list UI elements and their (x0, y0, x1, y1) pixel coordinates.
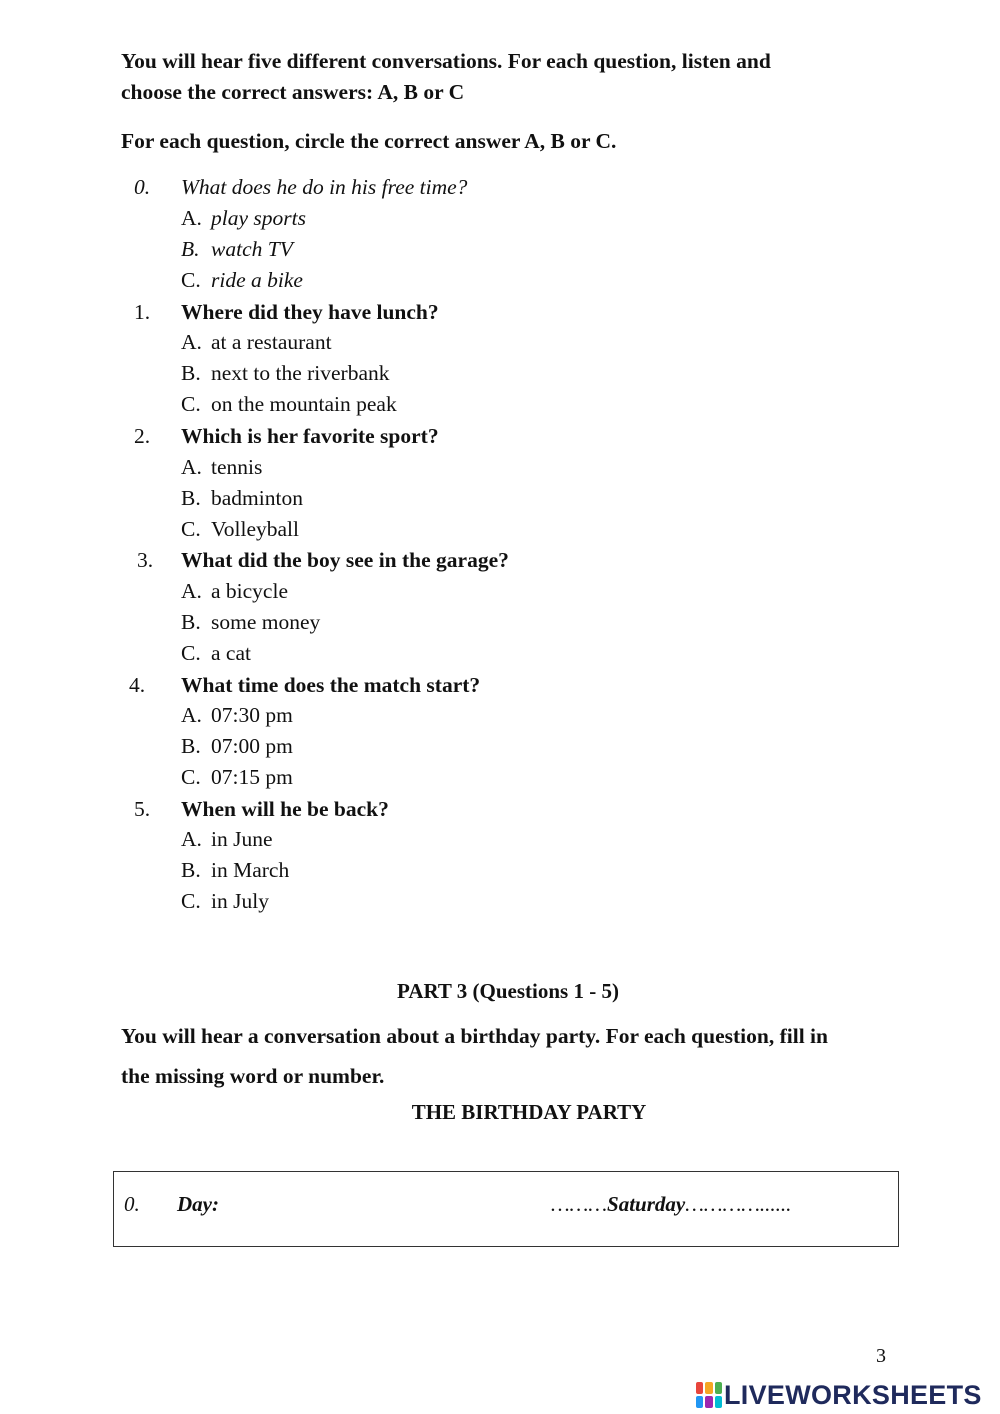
part3-example-answer-line (551, 1192, 791, 1217)
part3-title: THE BIRTHDAY PARTY (411, 1100, 647, 1124)
example-option-b: B. watch TV (181, 237, 293, 261)
example-number: 0. (133, 175, 151, 199)
question-5-number: 5. (133, 797, 151, 821)
example-question: What does he do in his free time? (181, 175, 468, 199)
question-1-option-b[interactable]: B. next to the riverbank (181, 361, 390, 385)
part2-intro-line2: choose the correct answers: A, B or C (121, 80, 465, 104)
dots-before: ……… (551, 1192, 608, 1216)
part3-intro-line2: the missing word or number. (121, 1064, 385, 1088)
dots-after: …………...... (685, 1192, 792, 1216)
question-5-text: When will he be back? (181, 797, 389, 821)
liveworksheets-logo-icon (696, 1382, 722, 1408)
example-option-a: A. play sports (181, 206, 306, 230)
part2-intro-line1: You will hear five different conversations. For each question, listen and (121, 49, 771, 73)
question-4-option-b[interactable]: B. 07:00 pm (181, 734, 293, 758)
question-3-option-b[interactable]: B. some money (181, 610, 321, 634)
question-1-option-a[interactable]: A. at a restaurant (181, 330, 332, 354)
part3-example-answer: Saturday (607, 1192, 686, 1216)
part3-example-box (113, 1171, 899, 1247)
part3-heading: PART 3 (Questions 1 - 5) (397, 979, 619, 1003)
question-2-option-a[interactable]: A. tennis (181, 455, 263, 479)
question-5-option-a[interactable]: A. in June (181, 827, 273, 851)
part3-intro (121, 1016, 921, 1096)
question-5-option-b[interactable]: B. in March (181, 858, 290, 882)
question-2-number: 2. (133, 424, 151, 448)
page-number: 3 (876, 1345, 886, 1367)
question-3-option-c[interactable]: C. a cat (181, 641, 251, 665)
question-2-option-c[interactable]: C. Volleyball (181, 517, 299, 541)
question-4-option-a[interactable]: A. 07:30 pm (181, 703, 293, 727)
question-3-option-a[interactable]: A. a bicycle (181, 579, 288, 603)
question-3-text: What did the boy see in the garage? (181, 548, 509, 572)
liveworksheets-logo[interactable] (696, 1377, 996, 1413)
question-2-option-b[interactable]: B. badminton (181, 486, 303, 510)
question-1-text: Where did they have lunch? (181, 300, 439, 324)
part3-example-label: Day: (177, 1192, 219, 1216)
question-4-number: 4. (128, 673, 146, 697)
part3-intro-line1: You will hear a conversation about a birthday party. For each question, fill in (121, 1024, 828, 1048)
liveworksheets-brand-text: LIVEWORKSHEETS (724, 1379, 982, 1410)
question-5-option-c[interactable]: C. in July (181, 889, 269, 913)
question-4-text: What time does the match start? (181, 673, 481, 697)
question-1-number: 1. (133, 300, 151, 324)
question-4-option-c[interactable]: C. 07:15 pm (181, 765, 293, 789)
question-3-number: 3. (136, 548, 154, 572)
question-2-text: Which is her favorite sport? (181, 424, 439, 448)
question-1-option-c[interactable]: C. on the mountain peak (181, 392, 397, 416)
part3-example-number: 0. (124, 1192, 140, 1216)
part2-intro (121, 46, 881, 108)
part2-instruction: For each question, circle the correct answer A, B or C. (121, 129, 617, 153)
example-option-c: C. ride a bike (181, 268, 303, 292)
